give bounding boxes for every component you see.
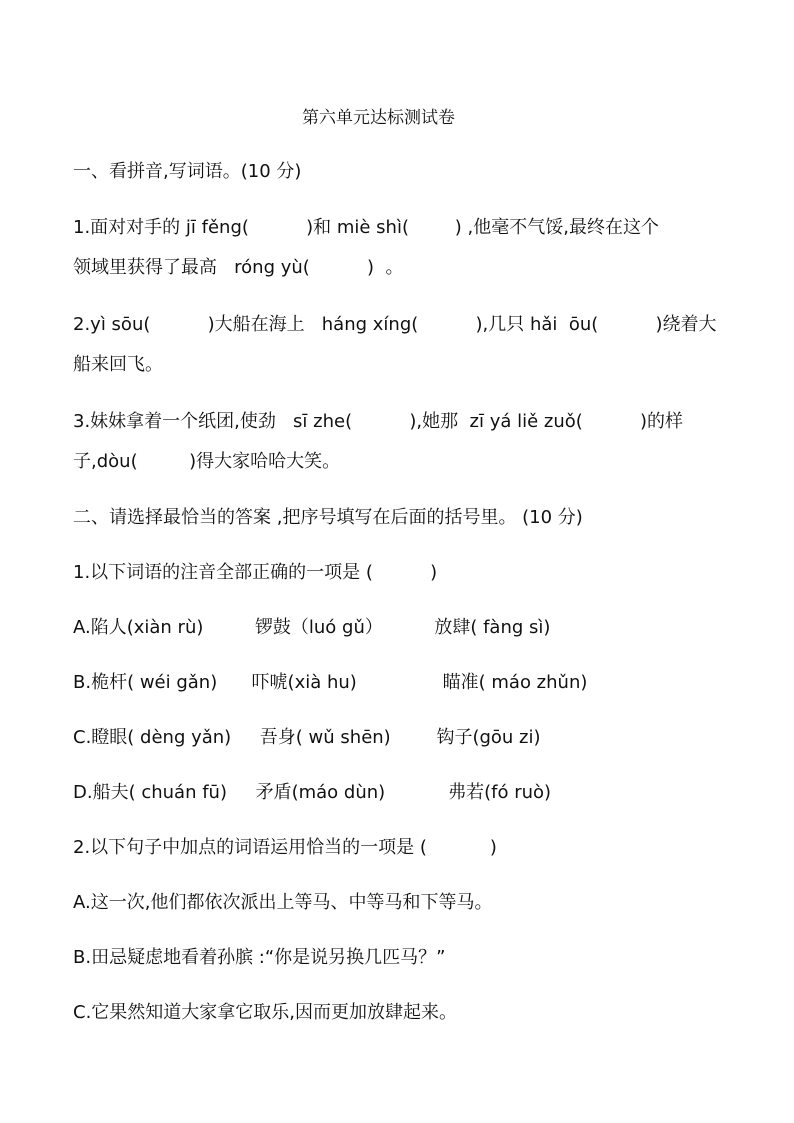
option-1d: D.船夫( chuán fū) 矛盾(máo dùn) 弗若(fó ruò) — [73, 782, 552, 803]
option-2b: B.田忌疑虑地看着孙膑 :“你是说另换几匹马？” — [73, 947, 446, 968]
choice-question-1: 1.以下词语的注音全部正确的一项是 ( ) — [73, 562, 438, 583]
question-2-line-2: 船来回飞。 — [73, 354, 163, 375]
option-2a: A.这一次,他们都依次派出上等马、中等马和下等马。 — [73, 892, 493, 913]
question-1-line-1: 1.面对对手的 jī fěng( )和 miè shì( ) ,他毫不气馁,最终在这个 — [73, 217, 659, 238]
option-1a: A.陷人(xiàn rù) 锣鼓（luó gǔ） 放肆( fàng sì) — [73, 617, 551, 638]
question-1-line-2: 领域里获得了最高 róng yù( ) 。 — [73, 257, 404, 278]
option-2c: C.它果然知道大家拿它取乐,因而更加放肆起来。 — [73, 1002, 458, 1023]
question-2-line-1: 2.yì sōu( )大船在海上 háng xíng( ),几只 hǎi ōu( )绕着大 — [73, 314, 717, 335]
choice-question-2: 2.以下句子中加点的词语运用恰当的一项是 ( ) — [73, 837, 497, 858]
question-3-line-2: 子,dòu( )得大家哈哈大笑。 — [73, 451, 341, 472]
page-title: 第六单元达标测试卷 — [302, 108, 455, 128]
section-heading-2: 二、请选择最恰当的答案 ,把序号填写在后面的括号里。 (10 分) — [73, 507, 583, 528]
question-3-line-1: 3.妹妹拿着一个纸团,使劲 sī zhe( ),她那 zī yá liě zuǒ( )的样 — [73, 411, 684, 432]
option-1b: B.桅杆( wéi gǎn) 吓唬(xià hu) 瞄准( máo zhǔn) — [73, 672, 588, 693]
section-heading-1: 一、看拼音,写词语。(10 分) — [73, 161, 302, 182]
option-1c: C.瞪眼( dèng yǎn) 吾身( wǔ shēn) 钩子(gōu zi) — [73, 727, 541, 748]
